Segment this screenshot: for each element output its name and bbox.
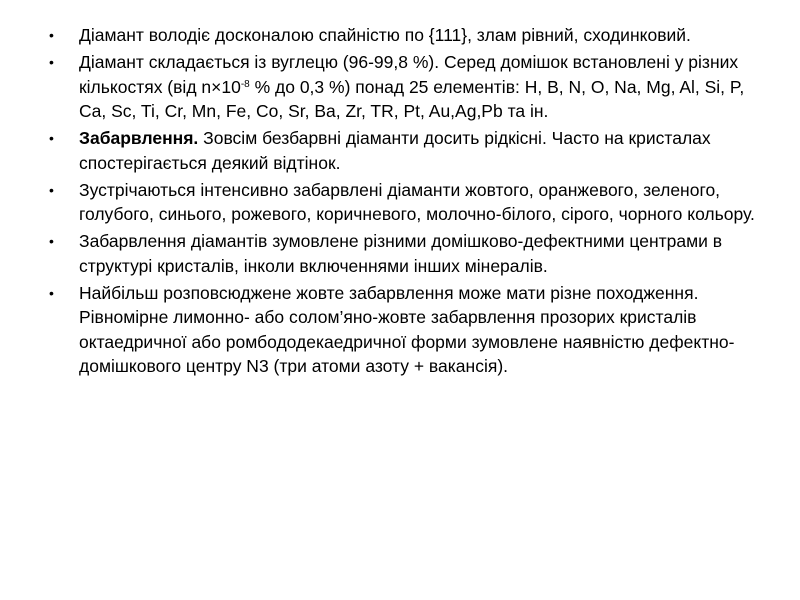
bullet-icon: • — [49, 27, 54, 43]
bullet-item-colors — [49, 178, 759, 227]
bullet-icon: • — [49, 54, 54, 71]
bullet-text-part1: Діамант складається із вуглецю (96-99,8 %). Серед домішок встановлені у різних кількостях (від n×10 — [79, 52, 739, 97]
bullet-icon: • — [49, 233, 54, 250]
bullet-icon: • — [49, 181, 54, 198]
bullet-item-coloration — [49, 126, 759, 175]
bullet-list — [49, 23, 759, 381]
bullet-text: Забарвлення діамантів зумовлене різними домішково-дефектними центрами в структурі кристалів, інколи включеннями інших мінералів. — [79, 231, 723, 276]
bullet-icon: • — [49, 285, 54, 302]
bullet-item-cleavage — [49, 23, 759, 47]
bullet-text-part2: % до 0,3 %) понад 25 елементів: H, B, N, O, Na, Mg, Al, Si, P, Ca, Sc, Ti, Cr, Mn, Fe, Co, Sr, Ba, Zr, TR, Pt, Au,Ag,Pb та ін. — [79, 76, 745, 122]
bullet-item-coloration-cause — [49, 229, 759, 278]
bullet-text: Зовсім безбарвні діаманти досить рідкісні. Часто на кристалах спостерігається деякий відтінок. — [79, 128, 711, 173]
bullet-text: Найбільш розповсюджене жовте забарвлення може мати різне походження. Рівномірне лимонно- або солом’яно-жовте забарвлення прозорих кристалів октаедричної або ромбододекаедричної форми зумовлене наявністю дефектно-домішкового центру N3 (три атоми азоту + вакансія). — [79, 283, 735, 377]
exponent: -8 — [240, 78, 250, 90]
bullet-icon: • — [49, 130, 54, 147]
bullet-bold-lead: Забарвлення. — [79, 128, 199, 149]
bullet-text: Діамант володіє досконалою спайністю по {111}, злам рівний, сходинковий. — [79, 25, 691, 45]
bullet-text: Зустрічаються інтенсивно забарвлені діаманти жовтого, оранжевого, зеленого, голубого, синього, рожевого, коричневого, молочно-білого, сірого, чорного кольору. — [79, 179, 755, 225]
bullet-item-yellow-coloration — [49, 281, 759, 379]
bullet-item-composition — [49, 50, 759, 123]
